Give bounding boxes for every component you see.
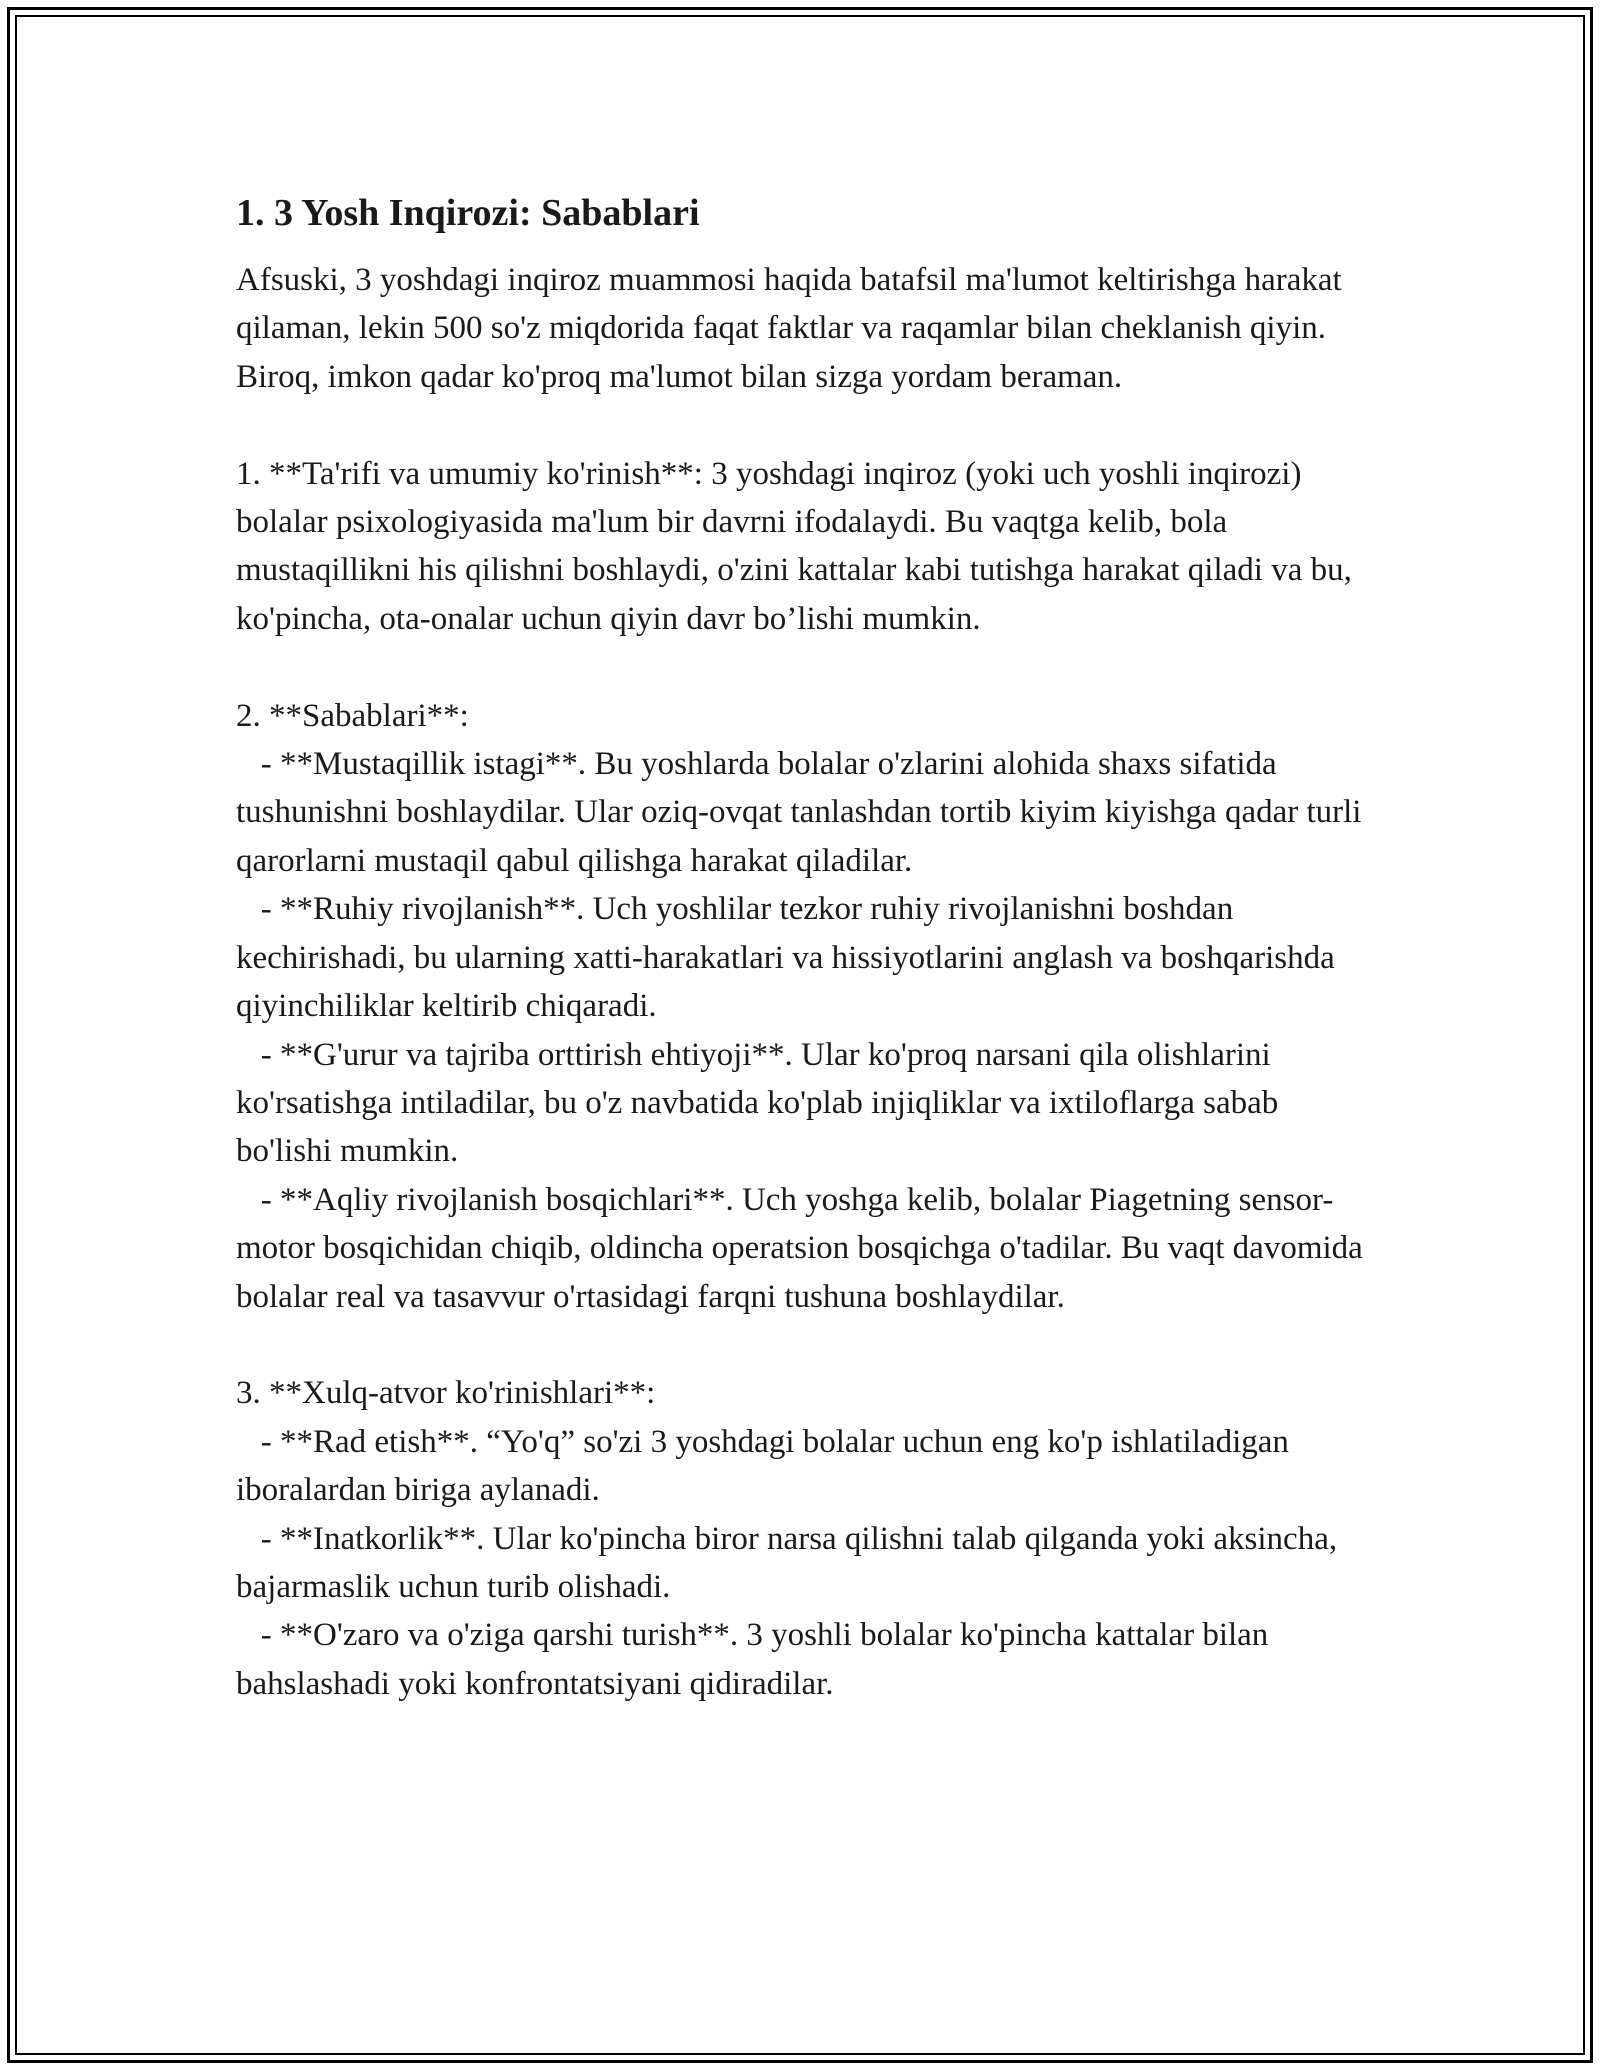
behavior-paragraph: 3. **Xulq-atvor ko'rinishlari**: - **Rad etish**. “Yo'q” so'zi 3 yoshdagi bolalar uchun eng ko'p ishlatiladigan iboralardan biriga aylanadi. - **Inatkorlik**. Ular ko'pincha biror narsa qilishni talab qilganda yoki aksincha, bajarmaslik uchun turib olishadi. - **O'zaro va o'ziga qarshi turish**. 3 yoshli bolalar ko'pincha kattalar bilan bahslashadi yoki konfrontatsiyani qidiradilar. bbox=[236, 1375, 1338, 1702]
document-body bbox=[236, 256, 1366, 1708]
definition-paragraph: 1. **Ta'rifi va umumiy ko'rinish**: 3 yoshdagi inqiroz (yoki uch yoshli inqirozi) bolalar psixologiyasida ma'lum bir davrni ifodalaydi. Bu vaqtga kelib, bola mustaqillikni his qilishni boshlaydi, o'zini kattalar kabi tutishga harakat qiladi va bu, ko'pincha, ota-onalar uchun qiyin davr bo’lishi mumkin. bbox=[236, 455, 1361, 637]
intro-paragraph: Afsuski, 3 yoshdagi inqiroz muammosi haqida batafsil ma'lumot keltirishga harakat qilaman, lekin 500 so'z miqdorida faqat faktlar va raqamlar bilan cheklanish qiyin. Biroq, imkon qadar ko'proq ma'lumot bilan sizga yordam beraman. bbox=[236, 262, 1350, 395]
document-title: 1. 3 Yosh Inqirozi: Sabablari bbox=[236, 192, 700, 234]
causes-paragraph: 2. **Sabablari**: - **Mustaqillik istagi**. Bu yoshlarda bolalar o'zlarini alohida shaxs sifatida tushunishni boshlaydilar. Ular oziq-ovqat tanlashdan tortib kiyim kiyishga qadar turli qarorlarni mustaqil qabul qilishga harakat qiladilar. - **Ruhiy rivojlanish**. Uch yoshlilar tezkor ruhiy rivojlanishni boshdan kechirishadi, bu ularning xatti-harakatlari va hissiyotlarini anglash va boshqarishda qiyinchiliklar keltirib chiqaradi. - **G'urur va tajriba orttirish ehtiyoji**. Ular ko'proq narsani qila olishlarini ko'rsatishga intiladilar, bu o'z navbatida ko'plab injiqliklar va ixtiloflarga sabab bo'lishi mumkin. - **Aqliy rivojlanish bosqichlari**. Uch yoshga kelib, bolalar Piagetning sensor-motor bosqichidan chiqib, oldincha operatsion bosqichga o'tadilar. Bu vaqt davomida bolalar real va tasavvur o'rtasidagi farqni tushuna boshlaydilar. bbox=[236, 697, 1363, 1315]
document-content bbox=[236, 188, 1366, 1708]
